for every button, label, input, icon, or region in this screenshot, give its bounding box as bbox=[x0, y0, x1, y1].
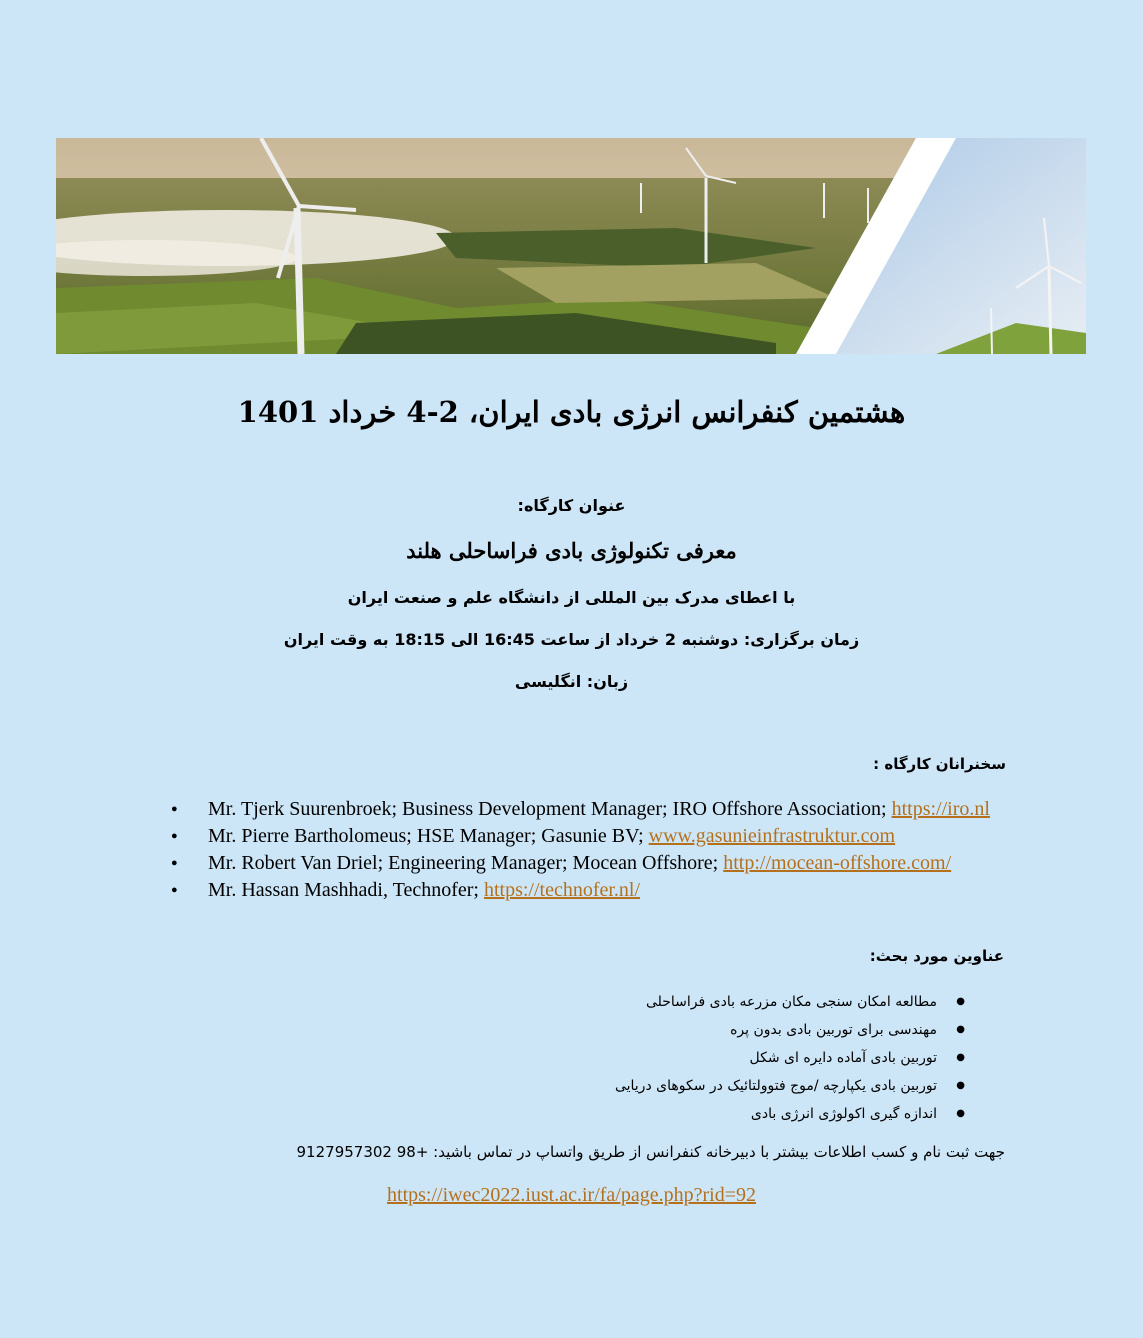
speaker-text: Mr. Tjerk Suurenbroek; Business Development Manager; IRO Offshore Association; bbox=[208, 798, 892, 820]
speaker-text: Mr. Pierre Bartholomeus; HSE Manager; Gasunie BV; bbox=[208, 825, 649, 847]
topic-item: ● مطالعه امکان سنجی مکان مزرعه بادی فراساحلی bbox=[405, 988, 965, 1016]
certificate-note: با اعطای مدرک بین المللی از دانشگاه علم و صنعت ایران bbox=[347, 588, 796, 607]
topic-item: ● توربین بادی آماده دایره ای شکل bbox=[405, 1044, 965, 1072]
topic-item: ● توربین بادی یکپارچه /موج فتوولتائیک در سکوهای دریایی bbox=[405, 1072, 965, 1100]
speaker-item bbox=[171, 850, 1031, 877]
speaker-link[interactable]: https://technofer.nl/ bbox=[483, 879, 641, 901]
speaker-link[interactable]: http://mocean-offshore.com/ bbox=[723, 852, 952, 874]
speaker-item bbox=[171, 877, 1031, 904]
footer-link-container bbox=[0, 1184, 1143, 1207]
speaker-link[interactable]: www.gasunieinfrastruktur.com bbox=[648, 825, 896, 847]
speakers-list bbox=[171, 796, 1031, 904]
registration-link[interactable]: https://iwec2022.iust.ac.ir/fa/page.php?rid=92 bbox=[387, 1184, 756, 1206]
speaker-item bbox=[171, 823, 1031, 850]
speaker-item bbox=[171, 796, 1031, 823]
workshop-label: عنوان کارگاه: bbox=[517, 496, 626, 515]
topics-heading: عناوین مورد بحث: bbox=[869, 947, 1004, 965]
conference-title: هشتمین کنفرانس انرژی بادی ایران، 2-4 خرداد 1401 bbox=[237, 395, 906, 429]
topic-item: ● مهندسی برای توربین بادی بدون پره bbox=[405, 1016, 965, 1044]
speaker-text: Mr. Robert Van Driel; Engineering Manager; Mocean Offshore; bbox=[208, 852, 724, 874]
topics-list bbox=[405, 988, 965, 1128]
contact-info: جهت ثبت نام و کسب اطلاعات بیشتر با دبیرخانه کنفرانس از طریق واتساپ در تماس باشید: +98 9127957302 bbox=[296, 1143, 1005, 1161]
workshop-language: زبان: انگلیسی bbox=[514, 672, 629, 691]
topic-item: ● اندازه گیری اکولوژی انرژی بادی bbox=[405, 1100, 965, 1128]
speakers-heading: سخنرانان کارگاه : bbox=[873, 755, 1006, 773]
speaker-text: Mr. Hassan Mashhadi, Technofer; bbox=[208, 879, 484, 901]
workshop-name: معرفی تکنولوژی بادی فراساحلی هلند bbox=[406, 538, 737, 563]
speaker-link[interactable]: https://iro.nl bbox=[891, 798, 990, 820]
banner-wind-farm-image bbox=[56, 138, 1086, 354]
workshop-time: زمان برگزاری: دوشنبه 2 خرداد از ساعت 16:45 الی 18:15 به وقت ایران bbox=[283, 630, 860, 649]
